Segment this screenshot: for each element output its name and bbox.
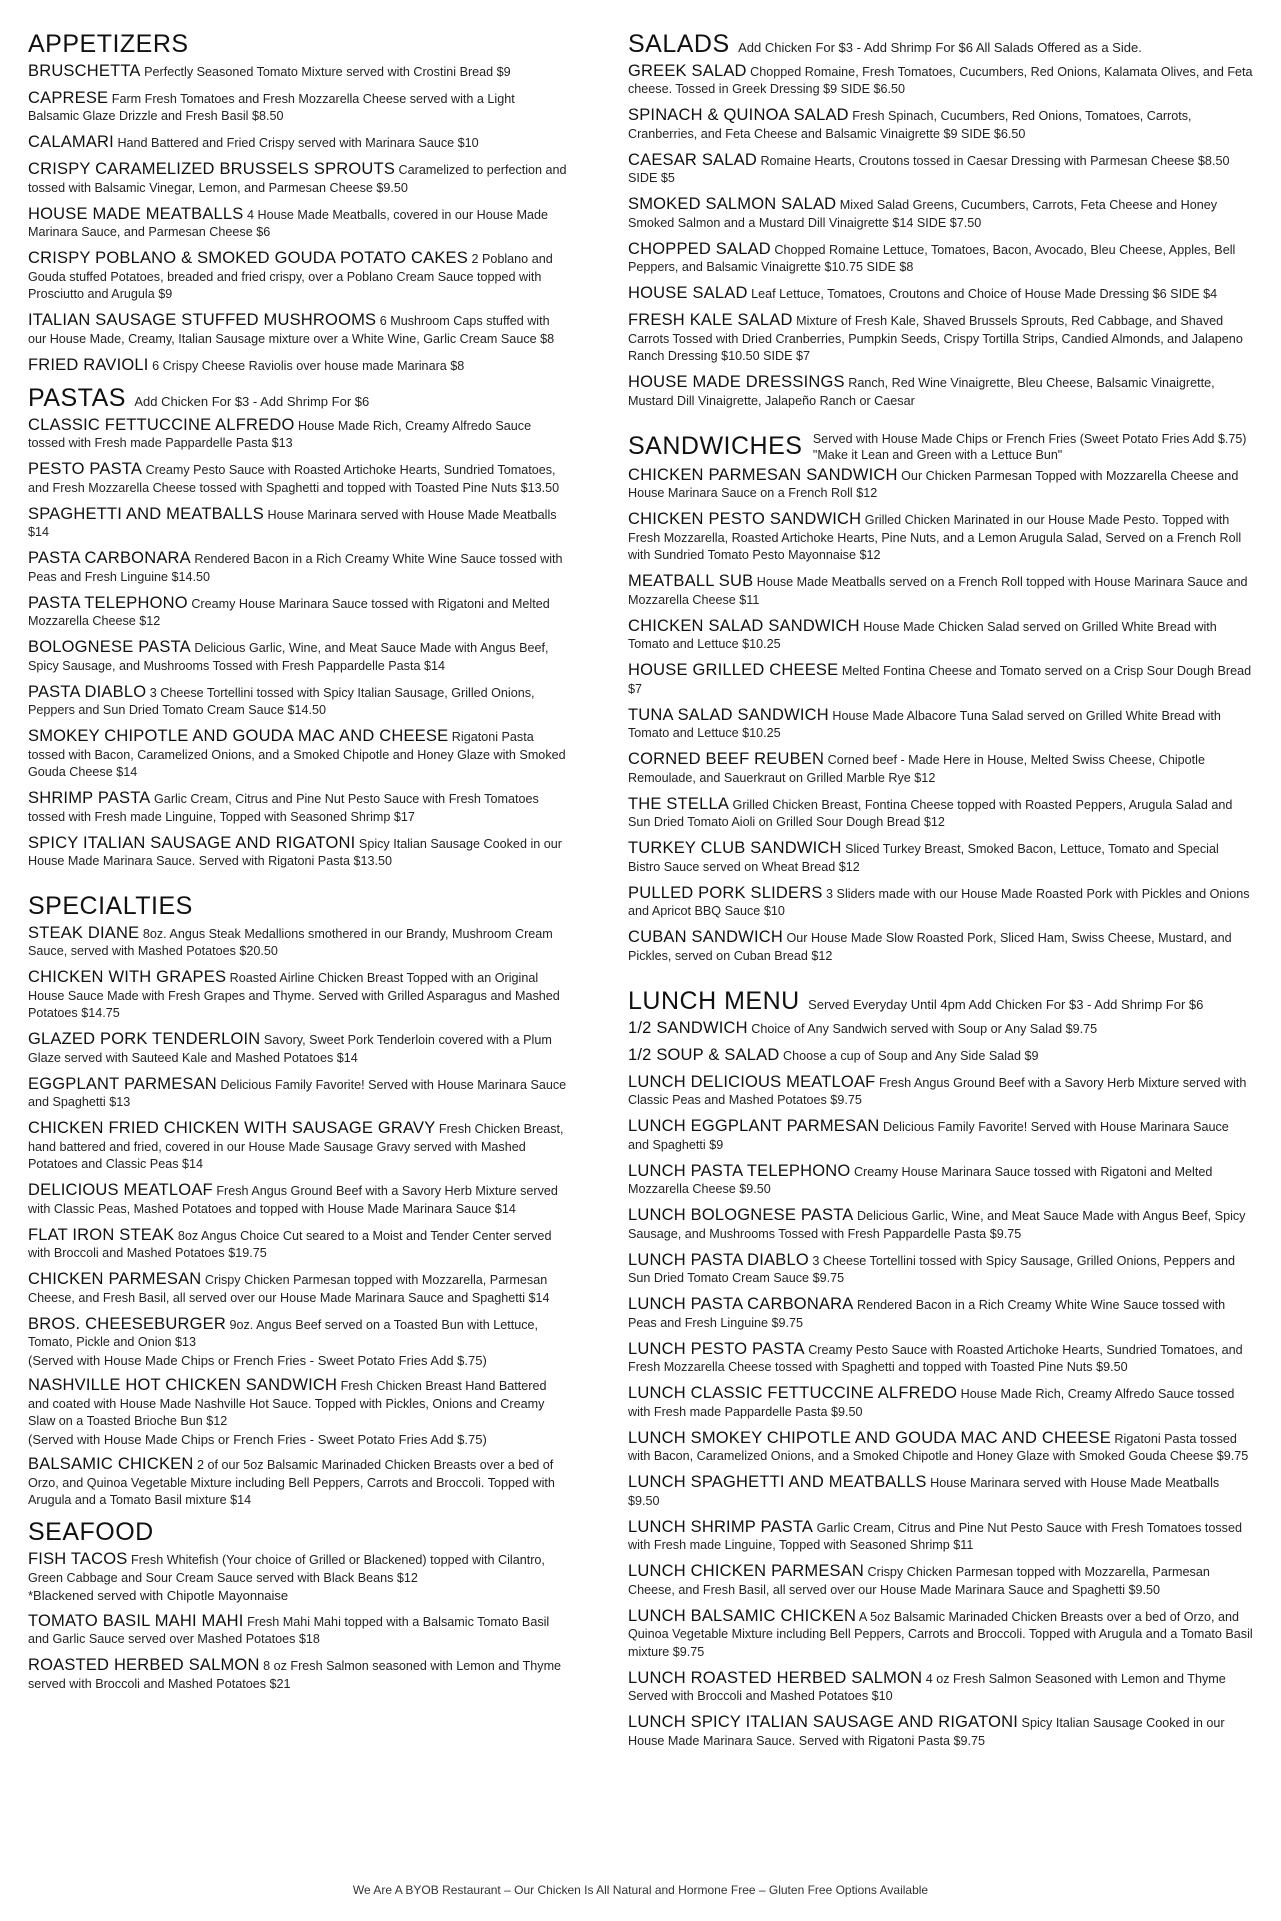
menu-item-name: PASTA DIABLO bbox=[28, 682, 147, 701]
menu-item-name: LUNCH BOLOGNESE PASTA bbox=[628, 1206, 854, 1224]
menu-item-name: CHICKEN PARMESAN SANDWICH bbox=[628, 465, 898, 484]
menu-item bbox=[628, 1341, 1253, 1377]
menu-item-name: GLAZED PORK TENDERLOIN bbox=[28, 1030, 261, 1049]
menu-item bbox=[628, 1074, 1253, 1110]
menu-item-description: Crispy Chicken Parmesan topped with Mozzarella, Parmesan Cheese, and Fresh Basil, all served over our House Made Marinara Sauce and Spaghetti $14 bbox=[28, 1273, 550, 1305]
menu-item-name: LUNCH SPAGHETTI AND MEATBALLS bbox=[628, 1473, 927, 1491]
menu-item-name: 1/2 SANDWICH bbox=[628, 1018, 748, 1037]
menu-item-description: 2 Poblano and Gouda stuffed Potatoes, breaded and fried crispy, over a Poblano Cream Sauce topped with Prosciutto and Arugula $9 bbox=[28, 252, 553, 302]
appetizers-header bbox=[28, 30, 568, 59]
menu-item-name: FRESH KALE SALAD bbox=[628, 311, 793, 330]
menu-item-name: CHICKEN PARMESAN bbox=[28, 1270, 202, 1289]
menu-item-name: CAPRESE bbox=[28, 88, 109, 107]
lunch-title: LUNCH MENU bbox=[628, 986, 800, 1015]
menu-item-name: PASTA CARBONARA bbox=[28, 549, 191, 567]
menu-item-name: CLASSIC FETTUCCINE ALFREDO bbox=[28, 415, 295, 434]
menu-item-name: GREEK SALAD bbox=[628, 61, 747, 80]
menu-item-name: THE STELLA bbox=[628, 794, 730, 813]
menu-item bbox=[628, 511, 1253, 565]
lunch-header bbox=[628, 987, 1253, 1016]
menu-item-description: 6 Mushroom Caps stuffed with our House Made, Creamy, Italian Sausage mixture over a White Wine, Garlic Cream Sauce $8 bbox=[28, 314, 555, 346]
menu-item bbox=[628, 1252, 1253, 1288]
menu-item-description: Rigatoni Pasta tossed with Bacon, Caramelized Onions, and a Smoked Chipotle and Honey Glaze with Smoked Gouda Cheese $9.75 bbox=[628, 1431, 1249, 1463]
sandwiches-note-lettuce-bun: "Make it Lean and Green with a Lettuce Bun" bbox=[812, 447, 1063, 462]
menu-item bbox=[628, 107, 1253, 143]
menu-item-description: Mixture of Fresh Kale, Shaved Brussels Sprouts, Red Cabbage, and Shaved Carrots Tossed with Dried Cranberries, Pumpkin Seeds, Crispy Tortilla Strips, Candied Almonds, and Jalapeno Ranch Dressing $10.50 SIDE $7 bbox=[628, 314, 1243, 364]
menu-item-name: LUNCH PESTO PASTA bbox=[628, 1339, 805, 1358]
menu-item bbox=[628, 1430, 1253, 1466]
menu-item-description: House Marinara served with House Made Meatballs $9.50 bbox=[628, 1476, 1220, 1508]
menu-item-name: CUBAN SANDWICH bbox=[628, 928, 783, 947]
menu-item bbox=[28, 1031, 568, 1067]
menu-item bbox=[628, 1608, 1253, 1662]
menu-item bbox=[628, 618, 1253, 654]
menu-item-description: Creamy House Marinara Sauce tossed with Rigatoni and Melted Mozzarella Cheese $9.50 bbox=[628, 1164, 1213, 1196]
menu-item bbox=[628, 1385, 1253, 1421]
menu-item-name: SMOKEY CHIPOTLE AND GOUDA MAC AND CHEESE bbox=[28, 727, 449, 745]
menu-item-description: 9oz. Angus Beef served on a Toasted Bun with Lettuce, Tomato, Pickle and Onion $13 bbox=[28, 1317, 539, 1350]
menu-item-description: 4 oz Fresh Salmon Seasoned with Lemon and Thyme Served with Broccoli and Mashed Potatoes $10 bbox=[628, 1671, 1226, 1703]
menu-item-description: House Made Albacore Tuna Salad served on Grilled White Bread with Tomato and Lettuce $10.25 bbox=[628, 708, 1221, 741]
menu-item bbox=[28, 506, 568, 542]
appetizers-title: APPETIZERS bbox=[28, 30, 189, 58]
menu-item bbox=[628, 1474, 1253, 1510]
menu-item bbox=[628, 1047, 1253, 1066]
menu-item-description: Ranch, Red Wine Vinaigrette, Bleu Cheese, Balsamic Vinaigrette, Mustard Dill Vinaigrette, Jalapeño Ranch or Caesar bbox=[628, 376, 1215, 408]
menu-item-description: 8oz. Angus Steak Medallions smothered in our Brandy, Mushroom Cream Sauce, served with Mashed Potatoes $20.50 bbox=[28, 926, 553, 959]
menu-item-description: House Made Rich, Creamy Alfredo Sauce tossed with Fresh made Pappardelle Pasta $9.50 bbox=[628, 1387, 1235, 1419]
menu-item-name: PASTA TELEPHONO bbox=[28, 593, 188, 612]
menu-item-description: Spicy Italian Sausage Cooked in our House Made Marinara Sauce. Served with Rigatoni Pasta $9.75 bbox=[628, 1716, 1225, 1748]
menu-item bbox=[628, 196, 1253, 232]
menu-item bbox=[28, 357, 568, 376]
menu-item-name: BOLOGNESE PASTA bbox=[28, 638, 191, 656]
menu-item-name: CAESAR SALAD bbox=[628, 150, 757, 169]
menu-item-description: Rendered Bacon in a Rich Creamy White Wine Sauce tossed with Peas and Fresh Linguine $9.75 bbox=[628, 1298, 1226, 1330]
menu-item-name: LUNCH ROASTED HERBED SALMON bbox=[628, 1668, 923, 1687]
menu-item-name: CRISPY POBLANO & SMOKED GOUDA POTATO CAKES bbox=[28, 249, 468, 268]
menu-item-description: Fresh Chicken Breast Hand Battered and coated with House Made Nashville Hot Sauce. Topped with Pickles, Onions and Creamy Slaw on a Toasted Brioche Bun $12 bbox=[28, 1379, 547, 1429]
menu-item bbox=[628, 929, 1253, 965]
menu-item-name: CRISPY CARAMELIZED BRUSSELS SPROUTS bbox=[28, 160, 396, 179]
menu-item-name: CORNED BEEF REUBEN bbox=[628, 750, 825, 769]
menu-item-description: Roasted Airline Chicken Breast Topped with an Original House Sauce Made with Fresh Grapes and Thyme. Served with Grilled Asparagus and Mashed Potatoes $14.75 bbox=[28, 971, 560, 1021]
menu-item bbox=[628, 312, 1253, 366]
lunch-note: Served Everyday Until 4pm Add Chicken For $3 - Add Shrimp For $6 bbox=[808, 996, 1204, 1012]
seafood-header bbox=[28, 1518, 568, 1547]
menu-item-name: SPICY ITALIAN SAUSAGE AND RIGATONI bbox=[28, 833, 356, 852]
menu-item-name: HOUSE GRILLED CHEESE bbox=[628, 661, 839, 680]
appetizers-list bbox=[28, 63, 568, 376]
menu-item bbox=[28, 461, 568, 497]
menu-item-name: LUNCH EGGPLANT PARMESAN bbox=[628, 1117, 880, 1135]
menu-item-extra-note: (Served with House Made Chips or French Fries - Sweet Potato Fries Add $.75) bbox=[28, 1352, 487, 1368]
menu-item-name: CHICKEN WITH GRAPES bbox=[28, 968, 227, 987]
menu-item bbox=[628, 796, 1253, 832]
menu-item-description: Our House Made Slow Roasted Pork, Sliced Ham, Swiss Cheese, Mustard, and Pickles, served on Cuban Bread $12 bbox=[628, 931, 1232, 963]
menu-item-name: BRUSCHETTA bbox=[28, 61, 141, 80]
menu-item-name: TOMATO BASIL MAHI MAHI bbox=[28, 1611, 244, 1630]
menu-item-description: Crispy Chicken Parmesan topped with Mozzarella, Parmesan Cheese, and Fresh Basil, all served over our House Made Marinara Sauce and Spaghetti $9.50 bbox=[628, 1565, 1210, 1597]
menu-item-extra-note: *Blackened served with Chipotle Mayonnaise bbox=[28, 1588, 289, 1603]
menu-item bbox=[628, 1020, 1253, 1039]
pastas-header bbox=[28, 384, 568, 413]
menu-item-description: 8oz Angus Choice Cut seared to a Moist and Tender Center served with Broccoli and Mashed Potatoes $19.75 bbox=[28, 1228, 552, 1261]
menu-item bbox=[28, 969, 568, 1023]
menu-item-name: MEATBALL SUB bbox=[628, 572, 754, 591]
menu-item bbox=[28, 134, 568, 153]
sandwiches-list bbox=[628, 467, 1253, 966]
specialties-header bbox=[28, 892, 568, 921]
menu-item-description: Rigatoni Pasta tossed with Bacon, Caramelized Onions, and a Smoked Chipotle and Honey Glaze with Smoked Gouda Cheese $14 bbox=[28, 730, 566, 779]
menu-item bbox=[628, 1714, 1253, 1750]
menu-item-description: 4 House Made Meatballs, covered in our House Made Marinara Sauce, and Parmesan Cheese $6 bbox=[28, 207, 549, 240]
menu-item-name: CHICKEN SALAD SANDWICH bbox=[628, 616, 860, 635]
menu-item bbox=[628, 662, 1253, 698]
menu-item bbox=[28, 1076, 568, 1112]
menu-item-description: Garlic Cream, Citrus and Pine Nut Pesto Sauce with Fresh Tomatoes tossed with Fresh made Linguine, Topped with Seasoned Shrimp $11 bbox=[628, 1520, 1242, 1552]
menu-item-name: ITALIAN SAUSAGE STUFFED MUSHROOMS bbox=[28, 311, 377, 330]
menu-item bbox=[28, 206, 568, 242]
menu-item-description: Delicious Family Favorite! Served with House Marinara Sauce and Spaghetti $9 bbox=[628, 1120, 1229, 1152]
menu-item-description: 2 of our 5oz Balsamic Marinaded Chicken Breasts over a bed of Orzo, and Quinoa Vegetable Mixture including Bell Peppers, Carrots and Broccoli. Topped with Arugula and a Tomato Basil mixture $14 bbox=[28, 1458, 555, 1508]
menu-item bbox=[28, 250, 568, 304]
menu-item-description: Our Chicken Parmesan Topped with Mozzarella Cheese and House Marinara Sauce on a French Roll $12 bbox=[628, 468, 1239, 501]
menu-item-name: TUNA SALAD SANDWICH bbox=[628, 705, 829, 724]
menu-item-name: LUNCH SHRIMP PASTA bbox=[628, 1517, 814, 1536]
menu-item-description: Choice of Any Sandwich served with Soup or Any Salad $9.75 bbox=[751, 1021, 1098, 1036]
menu-item-name: LUNCH PASTA CARBONARA bbox=[628, 1295, 854, 1313]
menu-item-name: LUNCH PASTA DIABLO bbox=[628, 1250, 809, 1269]
menu-item bbox=[28, 595, 568, 631]
menu-item bbox=[628, 885, 1253, 921]
menu-item-description: House Made Meatballs served on a French Roll topped with House Marinara Sauce and Mozzarella Cheese $11 bbox=[628, 575, 1248, 607]
menu-item-name: HOUSE MADE MEATBALLS bbox=[28, 204, 244, 223]
menu-item-description: Fresh Whitefish (Your choice of Grilled or Blackened) topped with Cilantro, Green Cabbage and Sour Cream Sauce served with Black Beans $12 bbox=[28, 1553, 545, 1585]
menu-item-description: Romaine Hearts, Croutons tossed in Caesar Dressing with Parmesan Cheese $8.50 SIDE $5 bbox=[628, 153, 1230, 186]
menu-item bbox=[28, 925, 568, 961]
menu-item-description: Fresh Angus Ground Beef with a Savory Herb Mixture served with Classic Peas and Mashed Potatoes $9.75 bbox=[628, 1075, 1247, 1107]
menu-item-description: House Made Rich, Creamy Alfredo Sauce tossed with Fresh made Pappardelle Pasta $13 bbox=[28, 418, 532, 450]
menu-item-description: Delicious Family Favorite! Served with House Marinara Sauce and Spaghetti $13 bbox=[28, 1077, 567, 1110]
salads-header bbox=[628, 30, 1253, 59]
menu-item bbox=[28, 550, 568, 586]
menu-item bbox=[28, 312, 568, 348]
menu-item-description: Grilled Chicken Breast, Fontina Cheese topped with Roasted Peppers, Arugula Salad and Sun Dried Tomato Aioli on Grilled Sour Dough Bread $12 bbox=[628, 797, 1233, 830]
menu-item bbox=[28, 1271, 568, 1307]
menu-item-description: Fresh Mahi Mahi topped with a Balsamic Tomato Basil and Garlic Sauce served over Mashed Potatoes $18 bbox=[28, 1614, 550, 1646]
menu-item-name: CALAMARI bbox=[28, 133, 114, 152]
menu-item bbox=[28, 90, 568, 126]
menu-item bbox=[28, 1657, 568, 1693]
menu-item-description: Farm Fresh Tomatoes and Fresh Mozzarella Cheese served with a Light Balsamic Glaze Drizzle and Fresh Basil $8.50 bbox=[28, 91, 515, 124]
specialties-title: SPECIALTIES bbox=[28, 892, 193, 920]
menu-item bbox=[628, 285, 1253, 304]
menu-item-name: FRIED RAVIOLI bbox=[28, 355, 149, 374]
left-column bbox=[28, 30, 568, 1702]
menu-item-name: 1/2 SOUP & SALAD bbox=[628, 1045, 780, 1064]
pastas-list bbox=[28, 417, 568, 871]
menu-item-description: Corned beef - Made Here in House, Melted Swiss Cheese, Chipotle Remoulade, and Sauerkraut on Grilled Marble Rye $12 bbox=[628, 753, 1205, 785]
menu-item-description: A 5oz Balsamic Marinaded Chicken Breasts over a bed of Orzo, and Quinoa Vegetable Mixture including Bell Peppers, Carrots and Broccoli. Topped with Arugula and a Tomato Basil mixture $9.75 bbox=[628, 1609, 1253, 1659]
menu-item-description: Savory, Sweet Pork Tenderloin covered with a Plum Glaze served with Sauteed Kale and Mashed Potatoes $14 bbox=[28, 1033, 552, 1065]
menu-item bbox=[628, 1296, 1253, 1332]
menu-item-name: LUNCH SPICY ITALIAN SAUSAGE AND RIGATONI bbox=[628, 1713, 1019, 1731]
menu-item bbox=[28, 1316, 568, 1369]
menu-item-name: NASHVILLE HOT CHICKEN SANDWICH bbox=[28, 1376, 338, 1395]
menu-item-description: Leaf Lettuce, Tomatoes, Croutons and Choice of House Made Dressing $6 SIDE $4 bbox=[751, 287, 1218, 302]
seafood-list bbox=[28, 1551, 568, 1693]
menu-item-description: Fresh Spinach, Cucumbers, Red Onions, Tomatoes, Carrots, Cranberries, and Feta Cheese and Balsamic Vinaigrette $9 SIDE $6.50 bbox=[628, 109, 1192, 141]
menu-item bbox=[28, 1227, 568, 1263]
menu-item-name: TURKEY CLUB SANDWICH bbox=[628, 839, 842, 858]
menu-item bbox=[628, 1670, 1253, 1706]
menu-item-description: 3 Cheese Tortellini tossed with Spicy Italian Sausage, Grilled Onions, Peppers and Sun Dried Tomato Cream Sauce $14.50 bbox=[28, 685, 535, 717]
lunch-list bbox=[628, 1020, 1253, 1751]
menu-item bbox=[628, 1207, 1253, 1243]
menu-item-description: Spicy Italian Sausage Cooked in our House Made Marinara Sauce. Served with Rigatoni Pasta $13.50 bbox=[28, 836, 562, 868]
menu-item-name: ROASTED HERBED SALMON bbox=[28, 1656, 260, 1674]
menu-item-name: CHICKEN PESTO SANDWICH bbox=[628, 510, 862, 529]
right-column bbox=[628, 30, 1253, 1759]
menu-item bbox=[28, 63, 568, 82]
menu-item-description: Melted Fontina Cheese and Tomato served on a Crisp Sour Dough Bread $7 bbox=[628, 664, 1252, 696]
menu-item-description: Hand Battered and Fried Crispy served with Marinara Sauce $10 bbox=[117, 136, 479, 151]
menu-item bbox=[628, 1163, 1253, 1199]
menu-item bbox=[628, 152, 1253, 188]
menu-item-description: 8 oz Fresh Salmon seasoned with Lemon and Thyme served with Broccoli and Mashed Potatoes $21 bbox=[28, 1659, 562, 1691]
menu-item-description: Grilled Chicken Marinated in our House Made Pesto. Topped with Fresh Mozzarella, Roasted Artichoke Hearts, Pine Nuts, and a Lemon Arugula Salad, Served on a French Roll with Sundried Tomato Pesto Mayonnaise $12 bbox=[628, 513, 1242, 563]
menu-item-name: STEAK DIANE bbox=[28, 923, 140, 942]
menu-item-description: 3 Cheese Tortellini tossed with Spicy Sausage, Grilled Onions, Peppers and Sun Dried Tomato Cream Sauce $9.75 bbox=[628, 1253, 1235, 1285]
menu-item-description: Creamy Pesto Sauce with Roasted Artichoke Hearts, Sundried Tomatoes, and Fresh Mozzarella Cheese tossed with Spaghetti and topped with Toasted Pine Nuts $13.50 bbox=[28, 463, 560, 495]
menu-item bbox=[28, 1182, 568, 1218]
menu-item-name: CHOPPED SALAD bbox=[628, 239, 771, 258]
salads-note: Add Chicken For $3 - Add Shrimp For $6 All Salads Offered as a Side. bbox=[738, 40, 1142, 55]
menu-item bbox=[28, 790, 568, 826]
menu-item bbox=[628, 241, 1253, 277]
menu-item bbox=[628, 840, 1253, 876]
menu-item-name: SPAGHETTI AND MEATBALLS bbox=[28, 504, 264, 523]
menu-item-name: LUNCH DELICIOUS MEATLOAF bbox=[628, 1072, 876, 1091]
menu-item-name: DELICIOUS MEATLOAF bbox=[28, 1181, 213, 1200]
menu-item bbox=[28, 639, 568, 675]
menu-item-description: Perfectly Seasoned Tomato Mixture served with Crostini Bread $9 bbox=[144, 64, 511, 79]
menu-item-description: Garlic Cream, Citrus and Pine Nut Pesto Sauce with Fresh Tomatoes tossed with Fresh made Linguine, Topped with Seasoned Shrimp $17 bbox=[28, 792, 539, 824]
menu-item bbox=[28, 417, 568, 453]
menu-item-name: CHICKEN FRIED CHICKEN WITH SAUSAGE GRAVY bbox=[28, 1119, 436, 1138]
menu-item bbox=[28, 161, 568, 197]
menu-item-name: LUNCH BALSAMIC CHICKEN bbox=[628, 1606, 857, 1625]
menu-item bbox=[628, 751, 1253, 787]
menu-item-description: House Marinara served with House Made Meatballs $14 bbox=[28, 507, 557, 539]
menu-item-description: Mixed Salad Greens, Cucumbers, Carrots, Feta Cheese and Honey Smoked Salmon and a Mustard Dill Vinaigrette $14 SIDE $7.50 bbox=[628, 198, 1218, 230]
menu-item-name: PULLED PORK SLIDERS bbox=[628, 883, 823, 902]
footer-note: We Are A BYOB Restaurant – Our Chicken Is All Natural and Hormone Free – Gluten Free Options Available bbox=[352, 1883, 929, 1897]
menu-item bbox=[628, 1118, 1253, 1154]
menu-item-name: FLAT IRON STEAK bbox=[28, 1225, 175, 1244]
menu-item bbox=[628, 707, 1253, 743]
sandwiches-header bbox=[628, 432, 1253, 463]
menu-item-description: Sliced Turkey Breast, Smoked Bacon, Lettuce, Tomato and Special Bistro Sauce served on Wheat Bread $12 bbox=[628, 842, 1219, 874]
menu-item-name: LUNCH CLASSIC FETTUCCINE ALFREDO bbox=[628, 1384, 958, 1402]
salads-list bbox=[628, 63, 1253, 411]
salads-title: SALADS bbox=[628, 30, 730, 58]
menu-item bbox=[628, 573, 1253, 609]
menu-item-description: Fresh Angus Ground Beef with a Savory Herb Mixture served with Classic Peas, Mashed Potatoes and topped with House Made Marinara Sauce $14 bbox=[28, 1184, 558, 1216]
menu-item-name: BALSAMIC CHICKEN bbox=[28, 1455, 194, 1474]
menu-item-description: 6 Crispy Cheese Raviolis over house made Marinara $8 bbox=[152, 358, 465, 373]
menu-item-name: PESTO PASTA bbox=[28, 460, 143, 478]
menu-item-name: HOUSE MADE DRESSINGS bbox=[628, 373, 845, 392]
menu-item-description: 3 Sliders made with our House Made Roasted Pork with Pickles and Onions and Apricot BBQ Sauce $10 bbox=[628, 886, 1250, 919]
menu-item bbox=[628, 1563, 1253, 1599]
menu-item-name: SMOKED SALMON SALAD bbox=[628, 195, 837, 214]
menu-item bbox=[28, 835, 568, 871]
sandwiches-notes bbox=[813, 431, 1247, 463]
menu-item-description: Creamy House Marinara Sauce tossed with Rigatoni and Melted Mozzarella Cheese $12 bbox=[28, 596, 550, 628]
pastas-title: PASTAS bbox=[28, 383, 126, 412]
menu-item bbox=[628, 1519, 1253, 1555]
menu-item-name: EGGPLANT PARMESAN bbox=[28, 1074, 217, 1093]
menu-item-description: Delicious Garlic, Wine, and Meat Sauce Made with Angus Beef, Spicy Sausage, and Mushrooms Tossed with Fresh Pappardelle Pasta $14 bbox=[28, 641, 549, 673]
menu-item bbox=[28, 684, 568, 720]
specialties-list bbox=[28, 925, 568, 1510]
menu-item-name: HOUSE SALAD bbox=[628, 284, 748, 303]
menu-item-description: Caramelized to perfection and tossed with Balsamic Vinegar, Lemon, and Parmesan Cheese $9.50 bbox=[28, 163, 567, 195]
menu-item-description: Fresh Chicken Breast, hand battered and fried, covered in our House Made Sausage Gravy served with Mashed Potatoes and Classic Peas $14 bbox=[28, 1122, 564, 1172]
menu-item bbox=[28, 1120, 568, 1174]
menu-item-description: Choose a cup of Soup and Any Side Salad $9 bbox=[782, 1048, 1039, 1063]
seafood-title: SEAFOOD bbox=[28, 1518, 154, 1547]
menu-item-extra-note: (Served with House Made Chips or French Fries - Sweet Potato Fries Add $.75) bbox=[28, 1431, 487, 1447]
menu-item bbox=[28, 1613, 568, 1649]
menu-item bbox=[28, 1377, 568, 1448]
menu-item bbox=[628, 374, 1253, 410]
menu-item-name: LUNCH SMOKEY CHIPOTLE AND GOUDA MAC AND CHEESE bbox=[628, 1428, 1111, 1447]
menu-item-description: House Made Chicken Salad served on Grilled White Bread with Tomato and Lettuce $10.25 bbox=[628, 619, 1217, 652]
menu-item-name: LUNCH PASTA TELEPHONO bbox=[628, 1161, 851, 1180]
menu-item-name: SPINACH & QUINOA SALAD bbox=[628, 106, 849, 125]
menu-item-name: SHRIMP PASTA bbox=[28, 789, 151, 807]
menu-item-name: LUNCH CHICKEN PARMESAN bbox=[628, 1562, 865, 1580]
sandwiches-note-sides: Served with House Made Chips or French Fries (Sweet Potato Fries Add $.75) bbox=[812, 431, 1247, 446]
sandwiches-title: SANDWICHES bbox=[628, 431, 803, 460]
pastas-note: Add Chicken For $3 - Add Shrimp For $6 bbox=[134, 393, 370, 409]
menu-item-name: FISH TACOS bbox=[28, 1550, 128, 1568]
menu-item-description: Creamy Pesto Sauce with Roasted Artichoke Hearts, Sundried Tomatoes, and Fresh Mozzarella Cheese tossed with Spaghetti and topped with Toasted Pine Nuts $9.50 bbox=[628, 1342, 1243, 1374]
menu-item bbox=[28, 728, 568, 782]
menu-item-description: Rendered Bacon in a Rich Creamy White Wine Sauce tossed with Peas and Fresh Linguine $14.50 bbox=[28, 552, 563, 584]
menu-item bbox=[628, 63, 1253, 99]
menu-item bbox=[28, 1456, 568, 1510]
menu-item-name: BROS. CHEESEBURGER bbox=[28, 1314, 226, 1333]
menu-item-description: Chopped Romaine, Fresh Tomatoes, Cucumbers, Red Onions, Kalamata Olives, and Feta cheese. Tossed in Greek Dressing $9 SIDE $6.50 bbox=[628, 64, 1253, 97]
menu-item-description: Chopped Romaine Lettuce, Tomatoes, Bacon, Avocado, Bleu Cheese, Apples, Bell Peppers, and Balsamic Vinaigrette $10.75 SIDE $8 bbox=[628, 242, 1236, 275]
menu-item bbox=[628, 467, 1253, 503]
menu-item-description: Delicious Garlic, Wine, and Meat Sauce Made with Angus Beef, Spicy Sausage, and Mushrooms Tossed with Fresh Pappardelle Pasta $9.75 bbox=[628, 1209, 1246, 1241]
menu-item bbox=[28, 1551, 568, 1604]
